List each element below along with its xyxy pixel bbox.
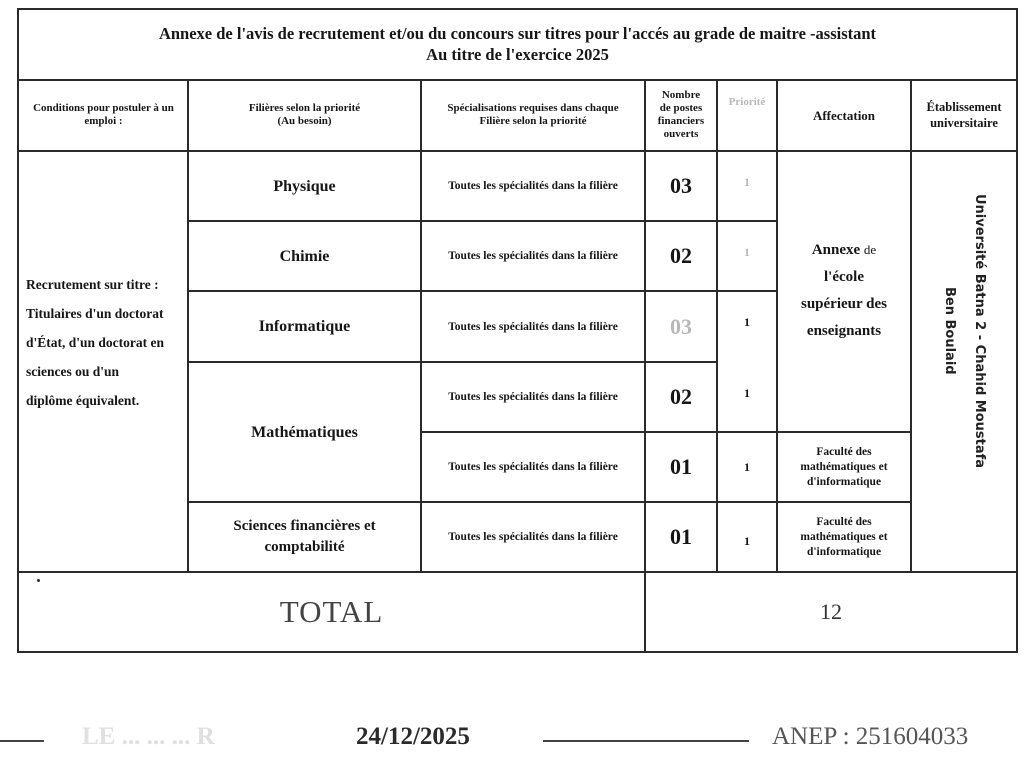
total-label: TOTAL bbox=[279, 594, 384, 629]
postes-count: 03 bbox=[670, 173, 692, 198]
footer-anep: ANEP : 251604033 bbox=[772, 723, 969, 750]
filiere-mathematiques: Mathématiques bbox=[251, 423, 358, 441]
postes-count: 01 bbox=[670, 454, 692, 479]
priorite-value: 1 bbox=[744, 244, 750, 259]
total-value: 12 bbox=[820, 599, 842, 624]
footer-rule bbox=[543, 740, 749, 742]
priorite-value: 1 bbox=[744, 385, 750, 400]
header-etablissement: Établissement universitaire bbox=[926, 100, 1002, 130]
speck bbox=[37, 579, 40, 582]
affectation-faculte: Faculté des mathématiques et d'informatique bbox=[800, 445, 888, 488]
table-row-spec: Toutes les spécialités dans la filière bbox=[448, 320, 618, 333]
footer-rule bbox=[0, 740, 44, 742]
page-title bbox=[19, 20, 1016, 68]
filiere-physique: Physique bbox=[273, 177, 336, 195]
footer-faded-text: LE ... ... ... R bbox=[82, 723, 215, 750]
header-conditions: Conditions pour postuler à un emploi : bbox=[33, 102, 174, 127]
priorite-value: 1 bbox=[744, 174, 750, 189]
header-priorite: Priorité bbox=[728, 95, 766, 108]
priorite-value: 1 bbox=[744, 533, 750, 548]
title-line-2: Au titre de l'exercice 2025 bbox=[426, 45, 609, 64]
conditions-text: Recrutement sur titre : Titulaires d'un doctorat d'État, d'un doctorat en sciences ou d'un diplôme équivalent. bbox=[26, 277, 165, 408]
postes-count: 02 bbox=[670, 384, 692, 409]
table-row-spec: Toutes les spécialités dans la filière bbox=[448, 180, 618, 192]
priorite-value: 1 bbox=[744, 459, 750, 474]
table-row-spec: Toutes les spécialités dans la filière bbox=[448, 461, 618, 473]
table-row-spec: Toutes les spécialités dans la filière bbox=[448, 391, 618, 403]
table-row-spec: Toutes les spécialités dans la filière bbox=[448, 531, 618, 543]
affectation-faculte: Faculté des mathématiques et d'informatique bbox=[800, 515, 888, 558]
postes-count: 01 bbox=[670, 524, 692, 549]
etablissement-name: Université Batna 2 - Chahid Moustafa Ben Boulaid bbox=[942, 194, 987, 469]
divider bbox=[17, 79, 1018, 81]
header-filieres: Filières selon la priorité (Au besoin) bbox=[248, 102, 361, 127]
footer-date: 24/12/2025 bbox=[356, 723, 470, 750]
header-affectation: Affectation bbox=[812, 107, 876, 123]
postes-count: 03 bbox=[670, 313, 692, 339]
priorite-value: 1 bbox=[744, 314, 750, 329]
filiere-chimie: Chimie bbox=[279, 247, 330, 265]
filiere-sciences-financieres: Sciences financières et comptabilité bbox=[233, 518, 376, 555]
header-postes: Nombre de postes financiers ouverts bbox=[657, 89, 705, 140]
filiere-informatique: Informatique bbox=[258, 318, 351, 335]
table-row-spec: Toutes les spécialités dans la filière bbox=[448, 250, 618, 262]
affectation-annexe: Annexe de l'école supérieur des enseignants bbox=[801, 241, 887, 339]
postes-count: 02 bbox=[670, 243, 692, 268]
header-specialisations: Spécialisations requises dans chaque Filière selon la priorité bbox=[447, 102, 619, 127]
title-line-1: Annexe de l'avis de recrutement et/ou du concours sur titres pour l'accés au grade de maitre -assistant bbox=[158, 24, 877, 43]
